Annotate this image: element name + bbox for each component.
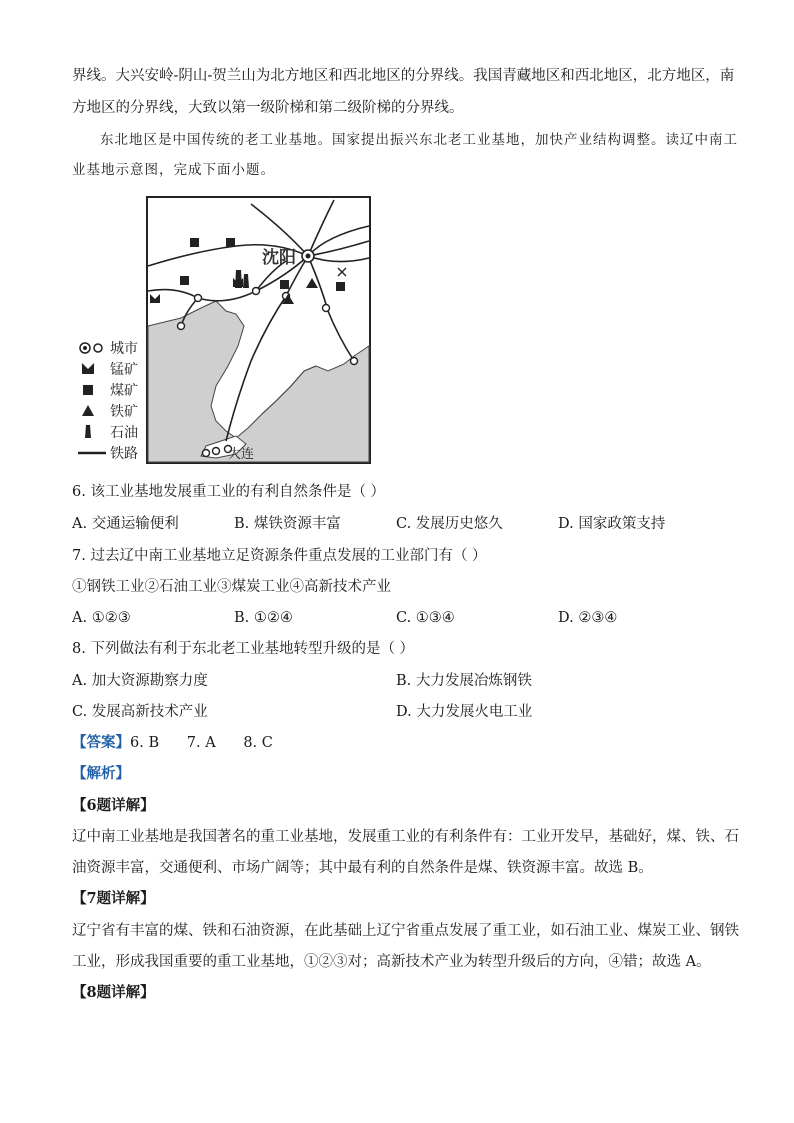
legend-coal (78, 380, 138, 400)
analysis-label: 【解析】 (72, 765, 130, 782)
q7-analysis-title: 【7题详解】 (72, 890, 155, 907)
answer-label: 【答案】 (72, 734, 130, 751)
q6-analysis-title: 【6题详解】 (72, 797, 155, 814)
question-8-stem: 8. 下列做法有利于东北老工业基地转型升级的是（ ） (72, 641, 415, 657)
answer-row (72, 733, 273, 753)
legend-label-city: 城市 (110, 341, 138, 357)
q7-analysis-line-2: 工业，形成我国重要的重工业基地，①②③对；高新技术产业为转型升级后的方向，④错；故选 A。 (72, 954, 711, 970)
coal-icon (78, 381, 106, 399)
q7-option-a: A. ①②③ (72, 610, 131, 626)
city-label-shenyang: 沈阳 (262, 248, 296, 268)
legend-label-oil: 石油 (110, 425, 138, 441)
answer-text: 6. B 7. A 8. C (130, 735, 273, 751)
legend-iron (78, 401, 138, 421)
railway-icon (78, 444, 106, 462)
legend-label-railway: 铁路 (110, 446, 138, 462)
stem-line-1: 东北地区是中国传统的老工业基地。国家提出振兴东北老工业基地，加快产业结构调整。读辽中南工 (100, 132, 738, 148)
q7-option-b: B. ①②④ (234, 610, 293, 626)
legend-label-manganese: 锰矿 (110, 362, 138, 378)
legend-label-iron: 铁矿 (110, 404, 138, 420)
q6-option-b: B. 煤铁资源丰富 (234, 516, 341, 532)
q6-analysis-line-1: 辽中南工业基地是我国著名的重工业基地，发展重工业的有利条件有：工业开发早，基础好，煤、铁、石 (72, 829, 739, 845)
city-icon (78, 339, 106, 357)
iron-icon (78, 402, 106, 420)
legend-manganese (78, 359, 138, 379)
q6-option-c: C. 发展历史悠久 (396, 516, 503, 532)
legend-city (78, 338, 138, 358)
legend-railway (78, 443, 138, 463)
intro-line-1: 界线。大兴安岭-阴山-贺兰山为北方地区和西北地区的分界线。我国青藏地区和西北地区，北方地区，南 (72, 68, 735, 84)
q8-option-d: D. 大力发展火电工业 (396, 704, 533, 720)
legend-label-coal: 煤矿 (110, 383, 138, 399)
q6-analysis-line-2: 油资源丰富，交通便利、市场广阔等；其中最有利的自然条件是煤、铁资源丰富。故选 B。 (72, 860, 653, 876)
legend-oil (78, 422, 138, 442)
q7-option-d: D. ②③④ (558, 610, 618, 626)
q7-analysis-line-1: 辽宁省有丰富的煤、铁和石油资源，在此基础上辽宁省重点发展了重工业，如石油工业、煤炭工业、钢铁 (72, 923, 739, 939)
city-label-dalian: 大连 (228, 447, 255, 462)
q6-option-d: D. 国家政策支持 (558, 516, 666, 532)
oil-icon (78, 423, 106, 441)
q8-option-b: B. 大力发展冶炼钢铁 (396, 673, 532, 689)
q8-analysis-title: 【8题详解】 (72, 984, 155, 1001)
stem-line-2: 业基地示意图，完成下面小题。 (72, 162, 275, 178)
q8-option-a: A. 加大资源勘察力度 (72, 673, 208, 689)
q7-option-c: C. ①③④ (396, 610, 455, 626)
q8-option-c: C. 发展高新技术产业 (72, 704, 208, 720)
question-6-stem: 6. 该工业基地发展重工业的有利自然条件是（ ） (72, 484, 386, 500)
manganese-icon (78, 360, 106, 378)
question-7-sub: ①钢铁工业②石油工业③煤炭工业④高新技术产业 (72, 579, 391, 595)
question-7-stem: 7. 过去辽中南工业基地立足资源条件重点发展的工业部门有（ ） (72, 548, 487, 564)
intro-line-2: 方地区的分界线，大致以第一级阶梯和第二级阶梯的分界线。 (72, 100, 464, 116)
q6-option-a: A. 交通运输便利 (72, 516, 179, 532)
